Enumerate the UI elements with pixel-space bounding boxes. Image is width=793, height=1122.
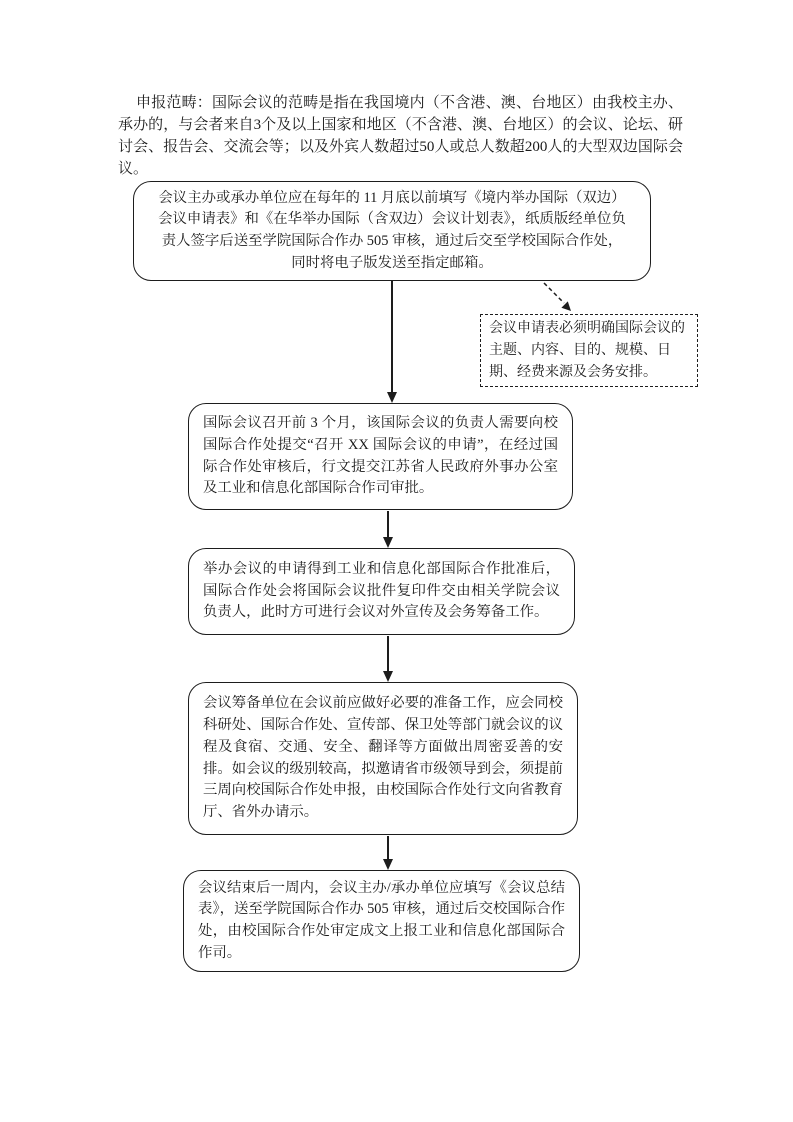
- arrow-head-icon: [383, 859, 393, 870]
- arrow-shaft: [387, 636, 388, 674]
- flow-step-5: 会议结束后一周内，会议主办/承办单位应填写《会议总结表》，送至学院国际合作办 505 审核，通过后交校国际合作处，由校国际合作处审定成文上报工业和信息化部国际合作司。: [183, 870, 580, 972]
- flow-step-1: 会议主办或承办单位应在每年的 11 月底以前填写《境内举办国际（双边）会议申请表》和《在华举办国际（含双边）会议计划表》，纸质版经单位负责人签字后送至学院国际合作办 505 审核，通过后交至学校国际合作处，同时将电子版发送至指定邮箱。: [133, 181, 651, 281]
- arrow-down-connector-1: [386, 281, 398, 403]
- arrow-head-icon: [387, 392, 397, 403]
- arrow-shaft: [387, 511, 388, 540]
- intro-paragraph: 申报范畴：国际会议的范畴是指在我国境内（不含港、澳、台地区）由我校主办、承办的，与会者来自3个及以上国家和地区（不含港、澳、台地区）的会议、论坛、研讨会、报告会、交流会等；以及外宾人数超过50人或总人数超200人的大型双边国际会议。: [118, 95, 683, 177]
- note-box: [480, 314, 698, 387]
- dashed-arrow-head-icon: [561, 301, 571, 311]
- note-text: 会议申请表必须明确国际会议的主题、内容、目的、规模、日期、经费来源及会务安排。: [489, 320, 685, 380]
- arrow-down-connector-3: [382, 636, 394, 682]
- arrow-head-icon: [383, 537, 393, 548]
- flow-step-3: 举办会议的申请得到工业和信息化部国际合作批准后，国际合作处会将国际会议批件复印件交由相关学院会议负责人，此时方可进行会议对外宣传及会务筹备工作。: [188, 548, 575, 635]
- arrow-down-connector-4: [382, 836, 394, 870]
- arrow-down-connector-2: [382, 511, 394, 548]
- arrow-shaft: [391, 281, 392, 395]
- arrow-head-icon: [383, 671, 393, 682]
- dashed-arrow-shaft: [544, 283, 564, 303]
- flow-step-2: 国际会议召开前 3 个月，该国际会议的负责人需要向校国际合作处提交“召开 XX 国际会议的申请”，在经过国际合作处审核后，行文提交江苏省人民政府外事办公室及工业和信息化部国际合作司审批。: [188, 403, 573, 510]
- flow-step-4: 会议筹备单位在会议前应做好必要的准备工作，应会同校科研处、国际合作处、宣传部、保卫处等部门就会议的议程及食宿、交通、安全、翻译等方面做出周密妥善的安排。如会议的级别较高，拟邀请省市级领导到会，须提前三周向校国际合作处申报，由校国际合作处行文向省教育厅、省外办请示。: [188, 682, 578, 835]
